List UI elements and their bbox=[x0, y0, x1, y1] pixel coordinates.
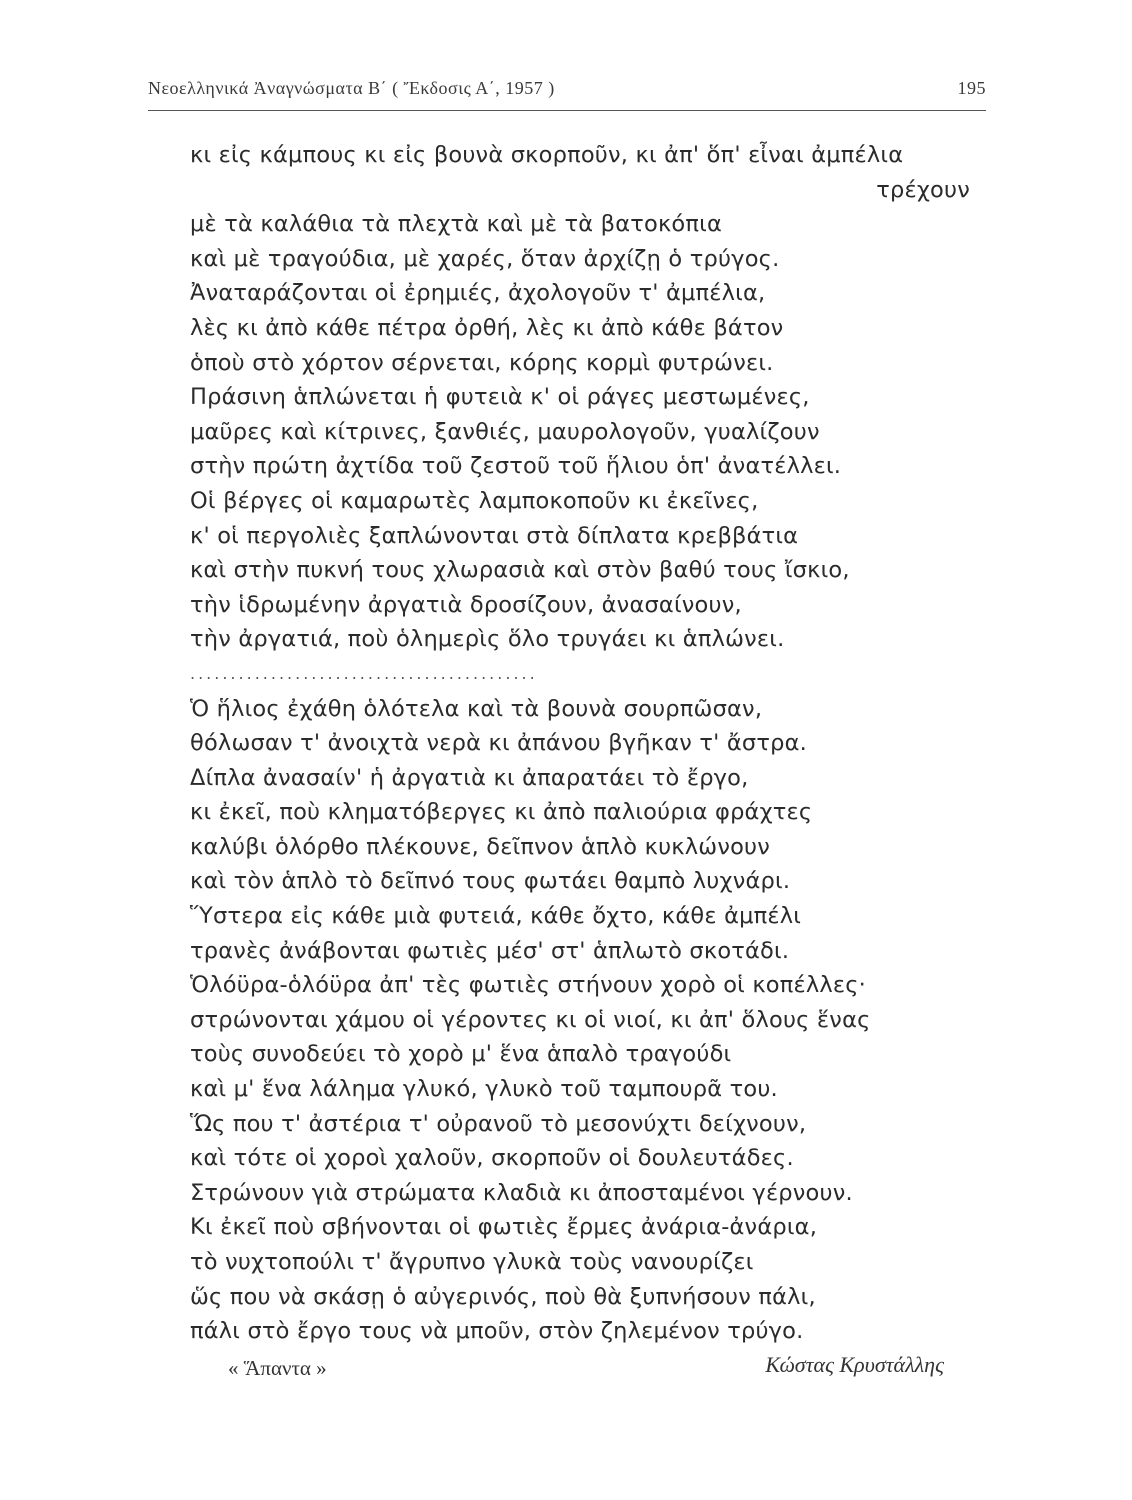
poem-line: καλύβι ὁλόρθο πλέκουνε, δεῖπνον ἁπλὸ κυκλώνουν bbox=[190, 833, 771, 860]
book-title: Νεοελληνικά Ἀναγνώσματα Β΄ ( Ἔκδοσις Α΄, 1957 ) bbox=[148, 78, 555, 98]
source-citation: « Ἅπαντα » bbox=[228, 1356, 327, 1380]
poem-line: μὲ τὰ καλάθια τὰ πλεχτὰ καὶ μὲ τὰ βατοκόπια bbox=[190, 211, 722, 238]
poem-line: καὶ μὲ τραγούδια, μὲ χαρές, ὅταν ἀρχίζῃ ὁ τρύγος. bbox=[190, 245, 780, 272]
poem-line: στρώνονται χάμου οἱ γέροντες κι οἱ νιοί, κι ἀπ' ὅλους ἕνας bbox=[190, 1006, 871, 1033]
poem-line: μαῦρες καὶ κίτρινες, ξανθιές, μαυρολογοῦν, γυαλίζουν bbox=[190, 418, 820, 445]
author-name: Κώστας Κρυστάλλης bbox=[765, 1352, 944, 1377]
poem-line: Στρώνουν γιὰ στρώματα κλαδιὰ κι ἀποσταμένοι γέρνουν. bbox=[190, 1179, 853, 1206]
poem-line: πάλι στὸ ἔργο τους νὰ μποῦν, στὸν ζηλεμένον τρύγο. bbox=[190, 1318, 804, 1345]
poem-line: θόλωσαν τ' ἀνοιχτὰ νερὰ κι ἀπάνου βγῆκαν τ' ἄστρα. bbox=[190, 730, 807, 757]
poem-line: καὶ τότε οἱ χοροὶ χαλοῦν, σκορποῦν οἱ δουλευτάδες. bbox=[190, 1145, 794, 1172]
poem-line: Δίπλα ἀνασαίν' ἡ ἀργατιὰ κι ἀπαρατάει τὸ ἔργο, bbox=[190, 764, 749, 791]
poem-line: ὥς που νὰ σκάσῃ ὁ αὐγερινός, ποὺ θὰ ξυπνήσουν πάλι, bbox=[190, 1283, 816, 1310]
poem-line: τοὺς συνοδεύει τὸ χορὸ μ' ἕνα ἁπαλὸ τραγούδι bbox=[190, 1041, 732, 1068]
running-header bbox=[148, 78, 986, 108]
poem-line: κι ἐκεῖ, ποὺ κληματόβεργες κι ἀπὸ παλιούρια φράχτες bbox=[190, 799, 813, 826]
attribution-footer bbox=[0, 1352, 1132, 1392]
poem-line: Ἀναταράζονται οἱ ἐρημιές, ἀχολογοῦν τ' ἀμπέλια, bbox=[190, 280, 766, 307]
poem-line: Ὁλόϋρα-ὁλόϋρα ἀπ' τὲς φωτιὲς στήνουν χορὸ οἱ κοπέλλες· bbox=[190, 972, 867, 999]
poem-line: καὶ μ' ἕνα λάλημα γλυκό, γλυκὸ τοῦ ταμπουρᾶ του. bbox=[190, 1076, 778, 1103]
poem-line: κι εἰς κάμπους κι εἰς βουνὰ σκορποῦν, κι ἀπ' ὅπ' εἶναι ἀμπέλια bbox=[190, 142, 904, 168]
header-rule bbox=[148, 110, 986, 111]
section-break-dots: ........................................... bbox=[190, 663, 538, 683]
page-number: 195 bbox=[957, 78, 986, 98]
poem-line: τὸ νυχτοπούλι τ' ἄγρυπνο γλυκὰ τοὺς νανουρίζει bbox=[190, 1249, 754, 1275]
poem-line: τὴν ἱδρωμένην ἀργατιὰ δροσίζουν, ἀνασαίνουν, bbox=[190, 591, 742, 618]
poem-line-continuation: τρέχουν bbox=[876, 176, 970, 203]
poem-line: Πράσινη ἁπλώνεται ἡ φυτειὰ κ' οἱ ράγες μεστωμένες, bbox=[190, 384, 810, 411]
poem-line: Οἱ βέργες οἱ καμαρωτὲς λαμποκοποῦν κι ἐκεῖνες, bbox=[190, 487, 759, 514]
poem-line: στὴν πρώτη ἀχτίδα τοῦ ζεστοῦ τοῦ ἥλιου ὁπ' ἀνατέλλει. bbox=[190, 453, 842, 480]
poem-line: τρανὲς ἀνάβονται φωτιὲς μέσ' στ' ἁπλωτὸ σκοτάδι. bbox=[190, 937, 790, 964]
poem-line: Ὥς που τ' ἀστέρια τ' οὐρανοῦ τὸ μεσονύχτι δείχνουν, bbox=[190, 1110, 807, 1137]
poem-body bbox=[190, 138, 990, 1349]
poem-line: ὁποὺ στὸ χόρτον σέρνεται, κόρης κορμὶ φυτρώνει. bbox=[190, 349, 774, 376]
poem-line: κ' οἱ περγολιὲς ξαπλώνονται στὰ δίπλατα κρεββάτια bbox=[190, 522, 799, 549]
poem-line: καὶ στὴν πυκνή τους χλωρασιὰ καὶ στὸν βαθύ τους ἴσκιο, bbox=[190, 557, 850, 584]
poem-line: λὲς κι ἀπὸ κάθε πέτρα ὀρθή, λὲς κι ἀπὸ κάθε βάτον bbox=[190, 314, 784, 341]
poem-line: Ὁ ἥλιος ἐχάθη ὁλότελα καὶ τὰ βουνὰ σουρπῶσαν, bbox=[190, 695, 763, 722]
poem-line: τὴν ἀργατιά, ποὺ ὁλημερὶς ὅλο τρυγάει κι ἁπλώνει. bbox=[190, 626, 785, 653]
poem-line: Κι ἐκεῖ ποὺ σβήνονται οἱ φωτιὲς ἔρμες ἀνάρια-ἀνάρια, bbox=[190, 1214, 818, 1241]
poem-line: καὶ τὸν ἁπλὸ τὸ δεῖπνό τους φωτάει θαμπὸ λυχνάρι. bbox=[190, 868, 791, 895]
poem-line: Ὕστερα εἰς κάθε μιὰ φυτειά, κάθε ὄχτο, κάθε ἀμπέλι bbox=[190, 903, 802, 930]
